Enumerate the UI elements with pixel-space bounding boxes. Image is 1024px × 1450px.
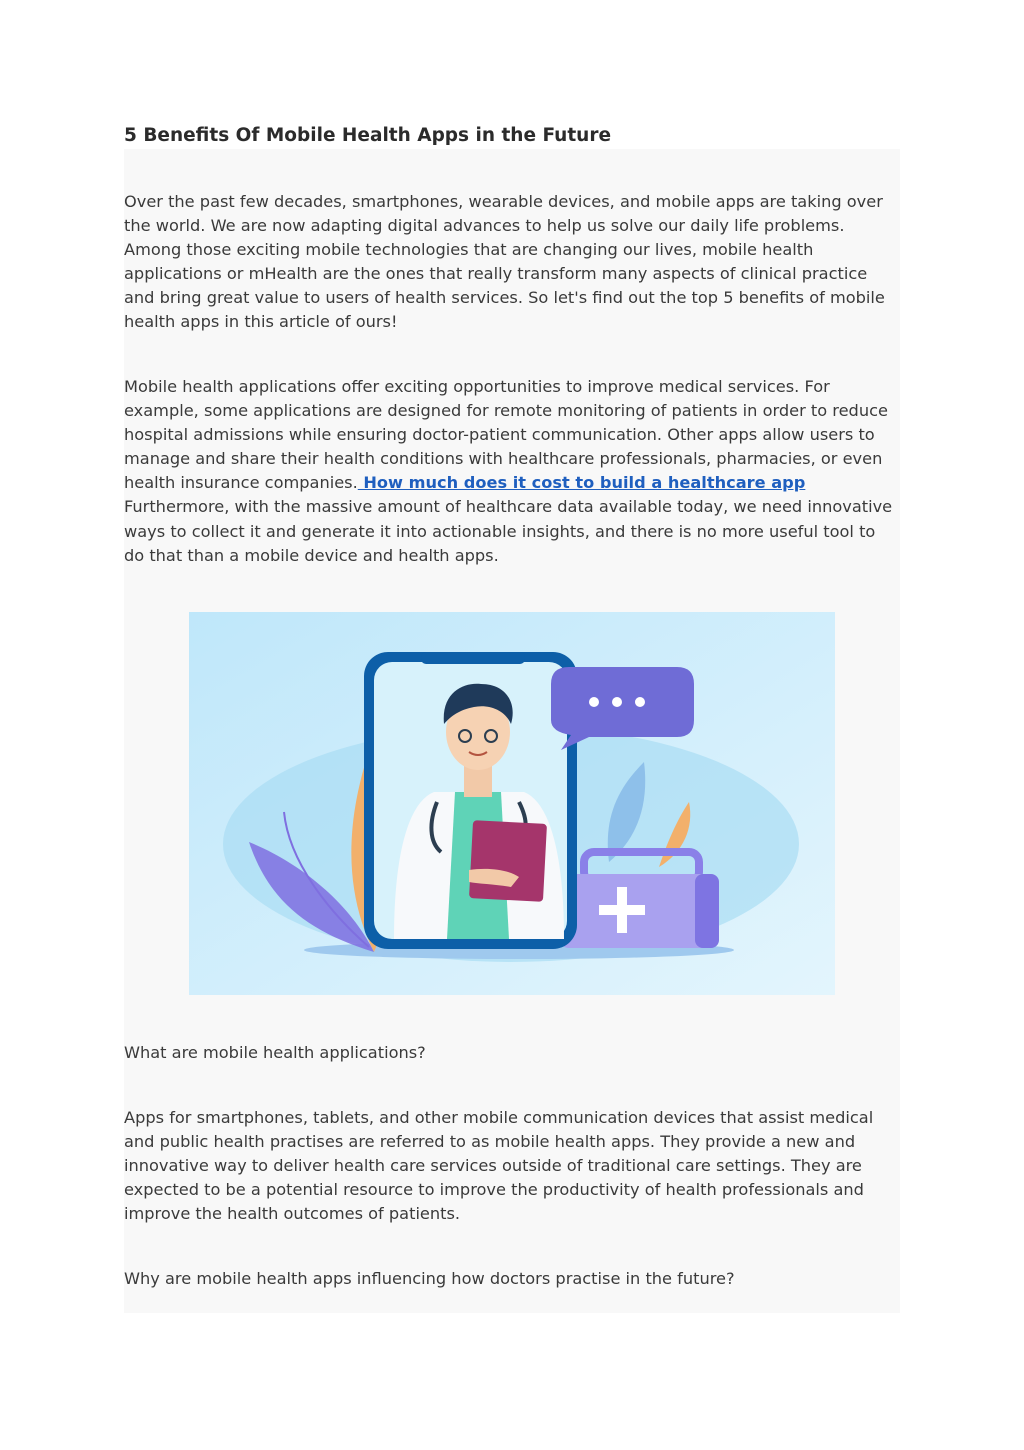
why-heading: Why are mobile health apps influencing how doctors practise in the future? — [124, 1269, 735, 1288]
definition-paragraph: Apps for smartphones, tablets, and other mobile communication devices that assist medical and public health practises are referred to as mobile health apps. They provide a new and innovative way to deliver health care services outside of traditional care settings. They are expected to be a potential resource to improve the productivity of health professionals and improve the health outcomes of patients. — [124, 1108, 874, 1224]
opportunities-paragraph — [124, 375, 900, 568]
doctor-phone-illustration — [189, 612, 835, 995]
paragraph-text-before-link: Mobile health applications offer exciting opportunities to improve medical services. For example, some applications are designed for remote monitoring of patients in order to reduce hospital admissions while ensuring doctor-patient communication. Other apps allow users to manage and share their health conditions with healthcare professionals, pharmacies, or even health insurance companies. — [124, 377, 888, 493]
article-body — [124, 149, 900, 1313]
article-title: 5 Benefits Of Mobile Health Apps in the Future — [124, 125, 612, 146]
healthcare-app-cost-link[interactable]: How much does it cost to build a healthcare app — [357, 473, 806, 493]
paragraph-text-after-link: Furthermore, with the massive amount of healthcare data available today, we need innovative ways to collect it and generate it into actionable insights, and there is no more useful tool to do that than a mobile device and health apps. — [124, 497, 893, 565]
intro-paragraph: Over the past few decades, smartphones, wearable devices, and mobile apps are taking over the world. We are now adapting digital advances to help us solve our daily life problems. Among those exciting mobile technologies that are changing our lives, mobile health applications or mHealth are the ones that really transform many aspects of clinical practice and bring great value to users of health services. So let's find out the top 5 benefits of mobile health apps in this article of ours! — [124, 192, 885, 332]
what-are-heading: What are mobile health applications? — [124, 1043, 426, 1062]
